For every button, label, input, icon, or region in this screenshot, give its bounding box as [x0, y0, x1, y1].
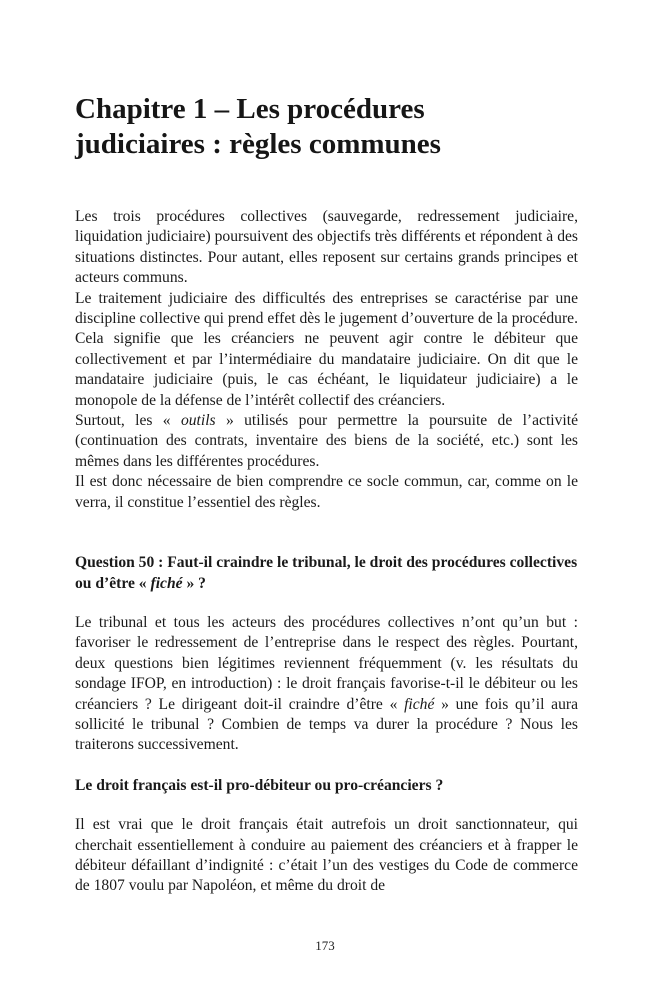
question-title-end: » ?	[182, 574, 206, 592]
chapter-title-line-2: judiciaires : règles communes	[75, 128, 441, 160]
intro-paragraph-1: Les trois procédures collectives (sauvegarde, redressement judiciaire, liquidation judiciaire) poursuivent des objectifs très différents et répondent à des situations distinctes. Pour autant, elles reposent sur certains grands principes et acteurs communs.	[75, 208, 578, 287]
intro-paragraph-3-start: Surtout, les «	[75, 412, 181, 430]
intro-paragraph-2: Le traitement judiciaire des difficultés des entreprises se caractérise par une discipline collective qui prend effet dès le jugement d’ouverture de la procédure. Cela signifie que les créanciers ne peuvent agir contre le débiteur que collectivement et par l’intermédiaire du mandataire judiciaire. On dit que le mandataire judiciaire (puis, le cas échéant, le liquidateur judiciaire) a le monopole de la défense de l’intérêt collectif des créanciers.	[75, 289, 578, 409]
question-title-italic: fiché	[150, 574, 183, 592]
intro-paragraph-3-end: » utilisés pour permettre la poursuite de l’activité (continuation des contrats, inventaire des biens de la société, etc.) sont les mêmes dans les différentes procédures.	[75, 412, 578, 470]
page-number: 173	[315, 938, 335, 953]
question-paragraph-start: Le tribunal et tous les acteurs des procédures collectives n’ont qu’un but : favoriser le redressement de l’entreprise dans le respect des règles. Pourtant, deux questions bien légitimes reviennent fréquemment (v. les résultats du sondage IFOP, en introduction) : le droit français favorise-t-il le débiteur ou les créanciers ? Le dirigeant doit-il craindre d’être «	[75, 613, 578, 713]
chapter-title	[75, 92, 578, 162]
subsection-paragraph: Il est vrai que le droit français était autrefois un droit sanctionnateur, qui cherchait essentiellement à conduire au paiement des créanciers et à frapper le débiteur défaillant d’indignité : c’était l’un des vestiges du Code de commerce de 1807 voulu par Napoléon, et même du droit de	[75, 816, 578, 895]
chapter-title-line-1: Chapitre 1 – Les procédures	[75, 93, 425, 125]
intro-italic-outils: outils	[180, 412, 216, 430]
intro-paragraph-3	[75, 411, 578, 472]
intro-paragraph-4: Il est donc nécessaire de bien comprendre ce socle commun, car, comme on le verra, il constitue l’essentiel des règles.	[75, 473, 578, 511]
question-title-start: Question 50 : Faut-il craindre le tribunal, le droit des procédures collectives ou d’être «	[75, 554, 578, 592]
question-paragraph-end: » une fois qu’il aura sollicité le tribunal ? Combien de temps va durer la procédure ? Nous les traiterons successivement.	[75, 695, 578, 754]
question-paragraph	[75, 613, 578, 756]
intro-section	[75, 207, 578, 513]
subsection-title: Le droit français est-il pro-débiteur ou pro-créanciers ?	[75, 776, 444, 794]
question-title	[75, 553, 578, 594]
question-paragraph-italic: fiché	[404, 695, 435, 713]
page-content	[75, 92, 578, 897]
